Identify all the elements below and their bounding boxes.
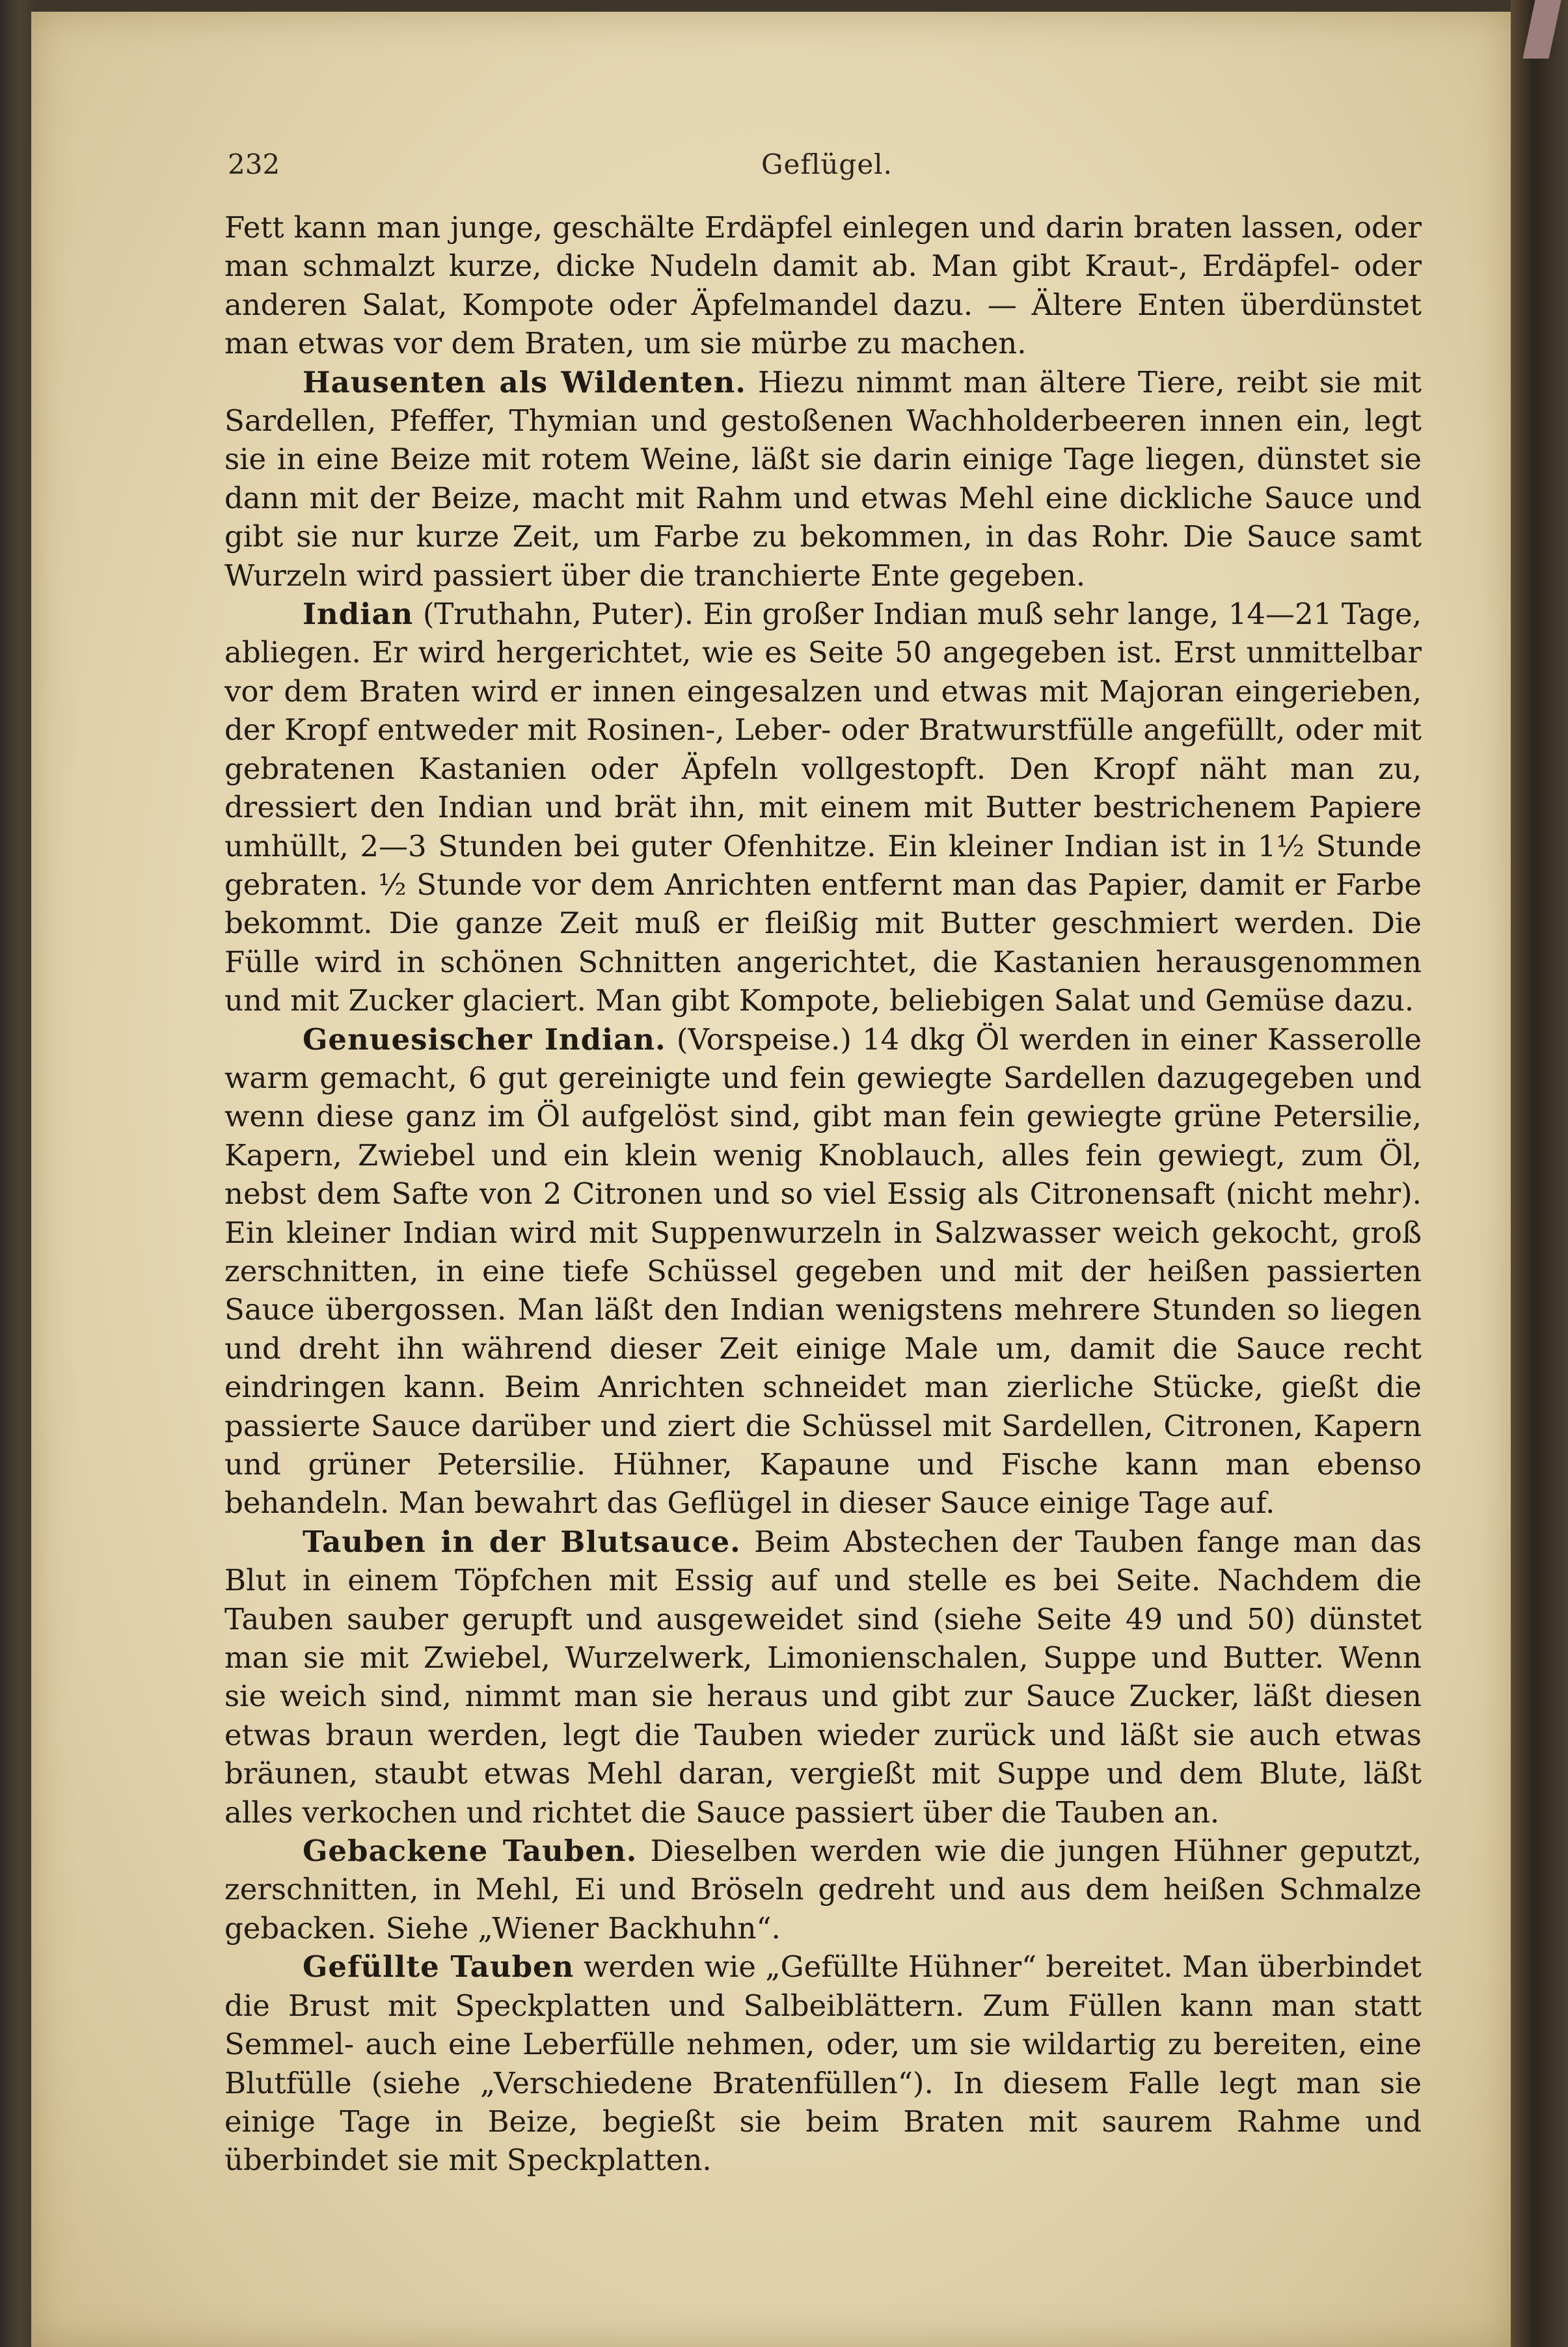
recipe-heading: Genuesischer Indian. bbox=[303, 1022, 666, 1057]
recipe-heading: Tauben in der Blutsauce. bbox=[303, 1524, 741, 1559]
running-title: Geflügel. bbox=[761, 148, 893, 180]
paragraph-text: werden wie „Gefüllte Hühner“ bereitet. Man überbindet die Brust mit Speckplatten und Salbeiblättern. Zum Füllen kann man statt Semmel- auch eine Leberfülle nehmen, oder, um sie wildartig zu bereiten, eine Blutfülle (siehe „Verschiedene Bratenfüllen“). In diesem Falle legt man sie einige Tage in Beize, begießt sie beim Braten mit saurem Rahme und überbindet sie mit Speckplatten. bbox=[224, 1949, 1422, 2178]
paragraph-text: Fett kann man junge, geschälte Erdäpfel einlegen und darin braten lassen, oder man schmalzt kurze, dicke Nudeln damit ab. Man gibt Kraut-, Erdäpfel- oder anderen Salat, Kompote oder Äpfelmandel dazu. — Ältere Enten überdünstet man etwas vor dem Braten, um sie mürbe zu machen. bbox=[224, 210, 1422, 361]
paragraph-text: Dieselben werden wie die jungen Hühner geputzt, zerschnitten, in Mehl, Ei und Bröseln gedreht und aus dem heißen Schmalze gebacken. Siehe „Wiener Backhuhn“. bbox=[224, 1834, 1422, 1946]
recipe-paragraph bbox=[224, 1523, 1422, 1832]
page-header bbox=[228, 148, 1412, 187]
recipe-heading: Gefüllte Tauben bbox=[303, 1949, 574, 1985]
paragraph-text: Beim Abstechen der Tauben fange man das Blut in einem Töpfchen mit Essig auf und stelle es bei Seite. Nachdem die Tauben sauber gerupft und ausgeweidet sind (siehe Seite 49 und 50) dünstet man sie mit Zwiebel, Wurzelwerk, Limonienschalen, Suppe und Butter. Wenn sie weich sind, nimmt man sie heraus und gibt zur Sauce Zucker, läßt diesen etwas braun werden, legt die Tauben wieder zurück und läßt sie auch etwas bräunen, staubt etwas Mehl daran, vergießt mit Suppe und dem Blute, läßt alles verkochen und richtet die Sauce passiert über die Tauben an. bbox=[224, 1524, 1422, 1830]
bookmark-ribbon bbox=[1522, 0, 1561, 59]
recipe-heading: Gebackene Tauben. bbox=[303, 1834, 638, 1869]
recipe-paragraph bbox=[224, 595, 1422, 1020]
page-body bbox=[224, 208, 1422, 2180]
recipe-paragraph bbox=[224, 1947, 1422, 2179]
recipe-paragraph bbox=[224, 1832, 1422, 1947]
recipe-paragraph bbox=[224, 363, 1422, 595]
paragraph-text: Hiezu nimmt man ältere Tiere, reibt sie mit Sardellen, Pfeffer, Thymian und gestoßenen Wachholderbeeren innen ein, legt sie in eine Beize mit rotem Weine, läßt sie darin einige Tage liegen, dünstet sie dann mit der Beize, macht mit Rahm und etwas Mehl eine dickliche Sauce und gibt sie nur kurze Zeit, um Farbe zu bekommen, in das Rohr. Die Sauce samt Wurzeln wird passiert über die tranchierte Ente gegeben. bbox=[224, 364, 1422, 593]
paragraph bbox=[224, 208, 1422, 363]
recipe-heading: Hausenten als Wildenten. bbox=[303, 364, 746, 400]
paragraph-text: (Truthahn, Puter). Ein großer Indian muß sehr lange, 14—21 Tage, abliegen. Er wird hergerichtet, wie es Seite 50 angegeben ist. Erst unmittelbar vor dem Braten wird er innen eingesalzen und etwas mit Majoran eingerieben, der Kropf entweder mit Rosinen-, Leber- oder Bratwurstfülle angefüllt, oder mit gebratenen Kastanien oder Äpfeln vollgestopft. Den Kropf näht man zu, dressiert den Indian und brät ihn, mit einem mit Butter bestrichenem Papiere umhüllt, 2—3 Stunden bei guter Ofenhitze. Ein kleiner Indian ist in 1½ Stunde gebraten. ½ Stunde vor dem Anrichten entfernt man das Papier, damit er Farbe bekommt. Die ganze Zeit muß er fleißig mit Butter geschmiert werden. Die Fülle wird in schönen Schnitten angerichtet, die Kastanien herausgenommen und mit Zucker glaciert. Man gibt Kompote, beliebigen Salat und Gemüse dazu. bbox=[224, 597, 1422, 1018]
recipe-heading: Indian bbox=[303, 597, 414, 632]
book-edge bbox=[1511, 0, 1568, 2347]
page-number: 232 bbox=[228, 148, 280, 180]
paragraph-text: (Vorspeise.) 14 dkg Öl werden in einer Kasserolle warm gemacht, 6 gut gereinigte und fein gewiegte Sardellen dazugegeben und wenn diese ganz im Öl aufgelöst sind, gibt man fein gewiegte grüne Petersilie, Kapern, Zwiebel und ein klein wenig Knoblauch, alles fein gewiegt, zum Öl, nebst dem Safte von 2 Citronen und so viel Essig als Citronensaft (nicht mehr). Ein kleiner Indian wird mit Suppenwurzeln in Salzwasser weich gekocht, groß zerschnitten, in eine tiefe Schüssel gegeben und mit der heißen passierten Sauce übergossen. Man läßt den Indian wenigstens mehrere Stunden so liegen und dreht ihn während dieser Zeit einige Male um, damit die Sauce recht eindringen kann. Beim Anrichten schneidet man zierliche Stücke, gießt die passierte Sauce darüber und ziert die Schüssel mit Sardellen, Citronen, Kapern und grüner Petersilie. Hühner, Kapaune und Fische kann man ebenso behandeln. Man bewahrt das Geflügel in dieser Sauce einige Tage auf. bbox=[224, 1022, 1422, 1521]
recipe-paragraph bbox=[224, 1020, 1422, 1523]
